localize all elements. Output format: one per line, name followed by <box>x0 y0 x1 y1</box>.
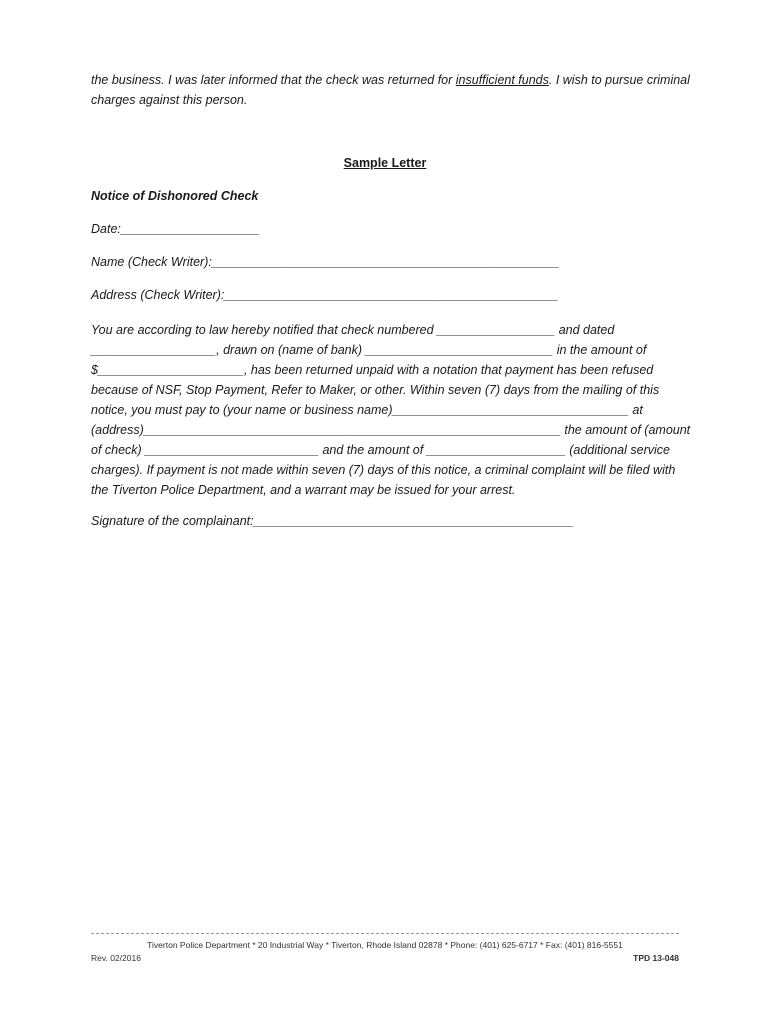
check-writer-name-field: Name (Check Writer):__________________________________________________ <box>91 255 560 269</box>
footer-form-code: TPD 13-048 <box>633 953 679 963</box>
date-field: Date:____________________ <box>91 222 260 236</box>
check-writer-address-field: Address (Check Writer):________________________________________________ <box>91 288 559 302</box>
sample-letter-title: Sample Letter <box>343 156 427 170</box>
intro-text-before: the business. I was later informed that the check was returned for <box>91 73 456 87</box>
notice-title: Notice of Dishonored Check <box>91 189 259 203</box>
notice-body-paragraph: You are according to law hereby notified that check numbered _________________ and dated __________________, drawn on (name of bank) ___________________________ in the amount of $_____________________, has been returned unpaid with a notation that payment has been refused because of NSF, Stop Payment, Refer to Maker, or other. Within seven (7) days from the mailing of this notice, you must pay to (your name or business name)__________________________________ at (address)____________________________________________________________ the amount of (amount of check) _________________________ and the amount of ____________________ (additional service charges). If payment is not made within seven (7) days of this notice, a criminal complaint will be filed with the Tiverton Police Department, and a warrant may be issued for your arrest. <box>91 323 691 497</box>
footer-revision: Rev. 02/2016 <box>91 953 141 963</box>
signature-field: Signature of the complainant:______________________________________________ <box>91 514 574 528</box>
footer-address-line: Tiverton Police Department * 20 Industrial Way * Tiverton, Rhode Island 02878 * Phone: (401) 625-6717 * Fax: (401) 816-5551 <box>147 940 623 950</box>
intro-paragraph <box>91 70 691 110</box>
footer-divider <box>91 933 679 934</box>
intro-text-after: . I wish to pursue criminal charges against this person. <box>91 73 690 107</box>
insufficient-funds-text: insufficient funds <box>455 73 549 87</box>
